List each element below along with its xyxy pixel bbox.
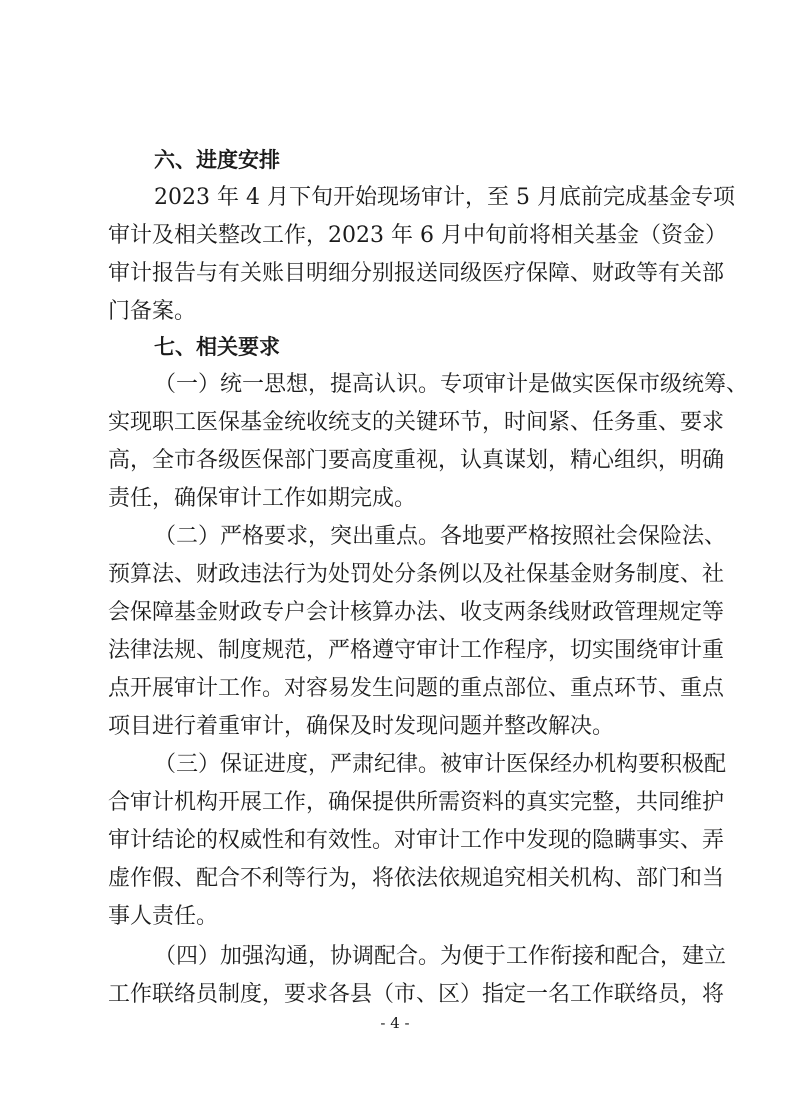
paragraph-line: 实现职工医保基金统收统支的关键环节，时间紧、任务重、要求 (108, 410, 725, 435)
paragraph-line: 工作联络员制度，要求各县（市、区）指定一名工作联络员，将 (108, 982, 725, 1007)
paragraph-line: 合审计机构开展工作，确保提供所需资料的真实完整，共同维护 (108, 790, 725, 815)
paragraph-line: 会保障基金财政专户会计核算办法、收支两条线财政管理规定等 (108, 600, 725, 625)
paragraph-line: 审计报告与有关账目明细分别报送同级医疗保障、财政等有关部 (108, 261, 725, 286)
paragraph-line: 事人责任。 (108, 904, 219, 929)
paragraph-line: 预算法、财政违法行为处罚处分条例以及社保基金财务制度、社 (108, 562, 725, 587)
paragraph-line: （四）加强沟通，协调配合。为便于工作衔接和配合，建立 (154, 944, 727, 969)
paragraph-line: （一）统一思想，提高认识。专项审计是做实医保市级统筹、 (154, 372, 749, 397)
paragraph-line: 项目进行着重审计，确保及时发现问题并整改解决。 (108, 714, 615, 739)
paragraph-line: 虚作假、配合不利等行为，将依法依规追究相关机构、部门和当 (108, 866, 725, 891)
paragraph-line: 审计及相关整改工作，2023 年 6 月中旬前将相关基金（资金） (108, 223, 727, 248)
page-number: - 4 - (380, 1014, 410, 1032)
section-heading-schedule: 六、进度安排 (154, 148, 280, 172)
paragraph-line: 点开展审计工作。对容易发生问题的重点部位、重点环节、重点 (108, 676, 725, 701)
paragraph-line: 审计结论的权威性和有效性。对审计工作中发现的隐瞒事实、弄 (108, 828, 725, 853)
paragraph-line: 2023 年 4 月下旬开始现场审计，至 5 月底前完成基金专项 (154, 185, 735, 210)
paragraph-line: （三）保证进度，严肃纪律。被审计医保经办机构要积极配 (154, 752, 727, 777)
paragraph-line: 门备案。 (108, 299, 197, 324)
paragraph-line: 高，全市各级医保部门要高度重视，认真谋划，精心组织，明确 (108, 448, 725, 473)
section-heading-requirements: 七、相关要求 (154, 335, 280, 359)
paragraph-line: 责任，确保审计工作如期完成。 (108, 486, 417, 511)
paragraph-line: 法律法规、制度规范，严格遵守审计工作程序，切实围绕审计重 (108, 638, 725, 663)
paragraph-line: （二）严格要求，突出重点。各地要严格按照社会保险法、 (154, 524, 727, 549)
